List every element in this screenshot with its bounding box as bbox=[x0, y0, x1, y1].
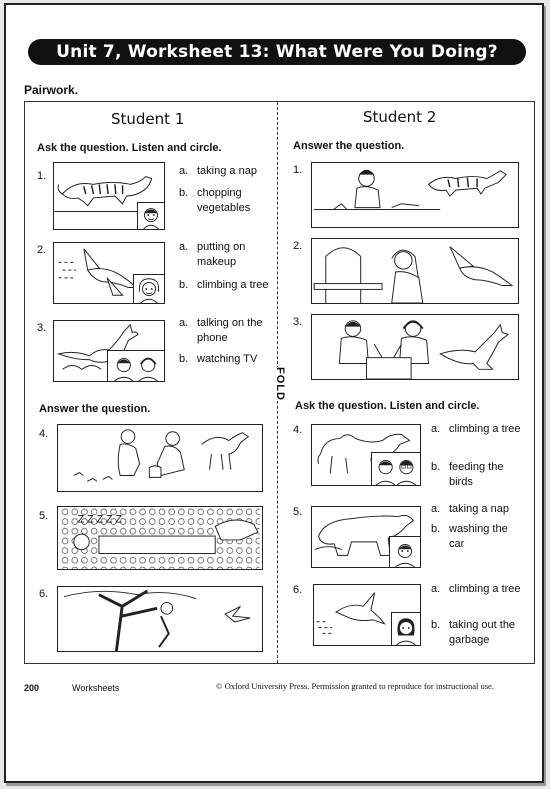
item-number: 1. bbox=[37, 170, 47, 182]
worksheet-page bbox=[4, 3, 544, 783]
option-b-text[interactable]: feeding the birds bbox=[449, 461, 504, 488]
two-boys-face-icon bbox=[371, 452, 421, 486]
option-b-text[interactable]: taking out the garbage bbox=[449, 619, 516, 646]
option-b-text[interactable]: chopping vegetables bbox=[197, 187, 251, 214]
item-number: 1. bbox=[293, 164, 303, 176]
sleeping-person-picture bbox=[57, 506, 263, 570]
option-letter: a. bbox=[179, 241, 189, 253]
feeding-birds-picture bbox=[57, 424, 263, 492]
option-letter: a. bbox=[179, 317, 189, 329]
student-2-heading: Student 2 bbox=[363, 108, 437, 126]
option-letter: b. bbox=[431, 619, 441, 631]
item-number: 3. bbox=[37, 322, 47, 334]
option-b-text[interactable]: washing the car bbox=[449, 523, 508, 550]
boy-face-icon bbox=[137, 202, 165, 230]
item-number: 6. bbox=[293, 584, 303, 596]
page-number: 200 bbox=[24, 683, 40, 693]
item-number: 6. bbox=[39, 588, 49, 600]
item-number: 3. bbox=[293, 316, 303, 328]
student-1-instruction-bottom: Answer the question. bbox=[39, 403, 151, 415]
item-number: 4. bbox=[293, 424, 303, 436]
copyright-notice: © Oxford University Press. Permission granted to reproduce for instructional use. bbox=[216, 681, 494, 691]
option-letter: b. bbox=[179, 279, 189, 291]
option-letter: b. bbox=[179, 187, 189, 199]
item-number: 2. bbox=[37, 244, 47, 256]
option-letter: b. bbox=[431, 523, 441, 535]
option-letter: b. bbox=[431, 461, 441, 473]
option-a-text[interactable]: putting on makeup bbox=[197, 241, 246, 268]
student-2-instruction-top: Answer the question. bbox=[293, 140, 405, 152]
option-a-text[interactable]: talking on the phone bbox=[197, 317, 263, 344]
student-2-instruction-bottom: Ask the question. Listen and circle. bbox=[295, 400, 480, 412]
two-children-face-icon bbox=[107, 350, 165, 382]
page-title: Unit 7, Worksheet 13: What Were You Doing? bbox=[28, 39, 526, 65]
item-number: 5. bbox=[293, 506, 303, 518]
student-1-instruction-top: Ask the question. Listen and circle. bbox=[37, 142, 222, 154]
item-number: 5. bbox=[39, 510, 49, 522]
option-letter: a. bbox=[431, 503, 441, 515]
item-number: 4. bbox=[39, 428, 49, 440]
option-b-text[interactable]: watching TV bbox=[197, 353, 258, 365]
option-letter: a. bbox=[179, 165, 189, 177]
item-number: 2. bbox=[293, 240, 303, 252]
children-watching-tv-picture bbox=[311, 314, 519, 380]
option-a-text[interactable]: climbing a tree bbox=[449, 423, 521, 435]
option-letter: b. bbox=[179, 353, 189, 365]
option-b-text[interactable]: climbing a tree bbox=[197, 279, 269, 291]
girl-face-icon bbox=[133, 274, 165, 304]
option-letter: a. bbox=[431, 583, 441, 595]
climbing-tree-picture bbox=[57, 586, 263, 652]
option-a-text[interactable]: climbing a tree bbox=[449, 583, 521, 595]
pairwork-label: Pairwork. bbox=[24, 83, 79, 97]
option-a-text[interactable]: taking a nap bbox=[449, 503, 509, 515]
boy-face-icon bbox=[389, 536, 421, 568]
student-1-heading: Student 1 bbox=[111, 110, 185, 128]
footer-section: Worksheets bbox=[72, 683, 120, 693]
boy-chopping-picture bbox=[311, 162, 519, 228]
girl-face-icon bbox=[391, 612, 421, 646]
girl-makeup-picture bbox=[311, 238, 519, 304]
sleep-zzz-text: Z Z Z Z Z bbox=[77, 513, 122, 526]
fold-label: FOLD bbox=[270, 367, 286, 401]
option-letter: a. bbox=[431, 423, 441, 435]
option-a-text[interactable]: taking a nap bbox=[197, 165, 257, 177]
worksheet-panel bbox=[24, 101, 535, 664]
